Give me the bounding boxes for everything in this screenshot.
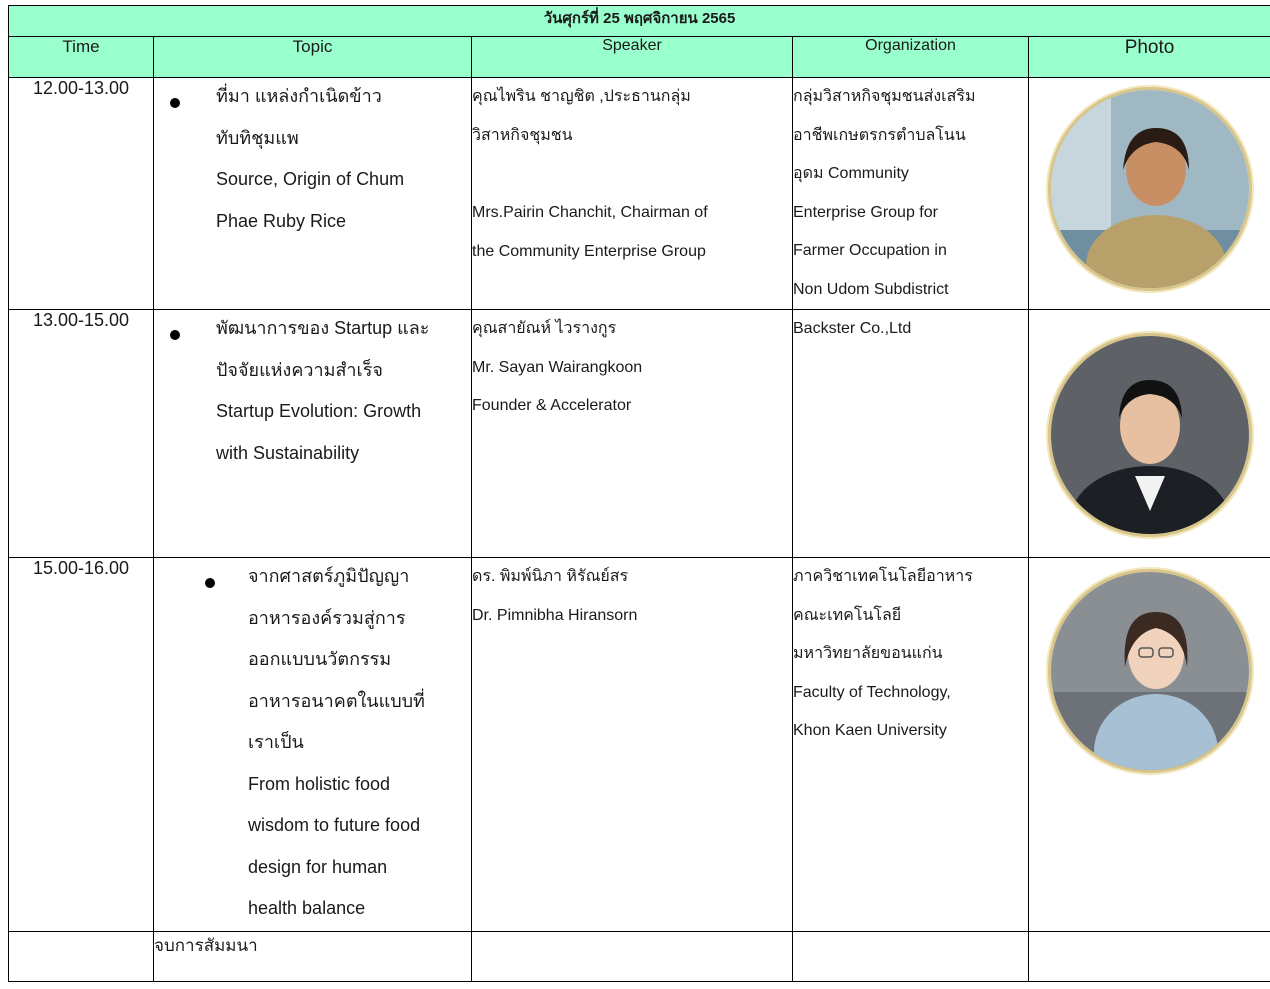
topic-line: health balance (248, 898, 366, 918)
session-row (9, 78, 1270, 310)
topic-line: design for human (248, 856, 388, 877)
topic-line: พัฒนาการของ Startup และ (216, 318, 430, 338)
speaker-portrait-image (1051, 572, 1249, 770)
org-line: คณะเทคโนโลยี (793, 606, 902, 624)
session-time: 13.00-15.00 (9, 310, 154, 558)
bullet-icon (170, 98, 180, 108)
session-photo (1029, 310, 1270, 558)
org-line: Faculty of Technology, (793, 683, 951, 701)
speaker-line: คุณไพริน ชาญชิต ,ประธานกลุ่ม (472, 88, 691, 105)
speaker-line: Founder & Accelerator (472, 397, 632, 414)
speaker-line: วิสาหกิจชุมชน (472, 126, 573, 144)
speaker-portrait-image (1051, 90, 1249, 288)
closing-time-empty (9, 932, 154, 982)
speaker-line: Mrs.Pairin Chanchit, Chairman of (472, 204, 708, 221)
speaker-portrait-image (1051, 336, 1249, 534)
session-organization (793, 310, 1029, 558)
portrait-graphic (1051, 572, 1249, 770)
org-line: อุดม Community (793, 165, 909, 182)
topic-line: with Sustainability (216, 442, 360, 463)
session-speaker (472, 310, 793, 558)
header-photo: Photo (1029, 37, 1270, 78)
closing-photo-empty (1029, 932, 1270, 982)
speaker-line: Mr. Sayan Wairangkoon (472, 358, 643, 376)
org-line: กลุ่มวิสาหกิจชุมชนส่งเสริม (793, 88, 976, 105)
portrait-graphic (1051, 336, 1249, 534)
header-row (9, 37, 1270, 78)
closing-org-empty (793, 932, 1029, 982)
topic-line: ปัจจัยแห่งความสำเร็จ (216, 359, 383, 380)
portrait-graphic (1051, 90, 1249, 288)
session-speaker (472, 78, 793, 310)
session-time: 12.00-13.00 (9, 78, 154, 310)
session-photo (1029, 78, 1270, 310)
session-row (9, 558, 1270, 932)
topic-line: ออกแบบนวัตกรรม (248, 649, 392, 669)
speaker-line: คุณสายัณห์ ไวรางกูร (472, 320, 617, 337)
session-organization (793, 558, 1029, 932)
org-line: Non Udom Subdistrict (793, 280, 949, 298)
org-line: มหาวิทยาลัยขอนแก่น (793, 645, 943, 662)
topic-line: ที่มา แหล่งกำเนิดข้าว (216, 86, 382, 106)
closing-speaker-empty (472, 932, 793, 982)
session-topic (154, 558, 472, 932)
org-line: Backster Co.,Ltd (793, 320, 912, 337)
session-row (9, 310, 1270, 558)
topic-line: Startup Evolution: Growth (216, 401, 422, 421)
date-title: วันศุกร์ที่ 25 พฤศจิกายน 2565 (9, 6, 1270, 37)
bullet-icon (205, 578, 215, 588)
topic-line: อาหารอนาคตในแบบที่ (248, 690, 425, 711)
session-topic (154, 310, 472, 558)
session-organization (793, 78, 1029, 310)
session-speaker (472, 558, 793, 932)
topic-line: wisdom to future food (248, 815, 421, 835)
topic-line: เราเป็น (248, 732, 304, 752)
org-line: Khon Kaen University (793, 722, 947, 739)
topic-line: From holistic food (248, 773, 391, 794)
topic-line: Source, Origin of Chum (216, 169, 405, 189)
speaker-line: ดร. พิมพ์นิภา หิรัณย์สร (472, 568, 629, 585)
session-topic (154, 78, 472, 310)
org-line: ภาควิชาเทคโนโลยีอาหาร (793, 568, 973, 585)
topic-line: อาหารองค์รวมสู่การ (248, 607, 406, 628)
date-row (9, 6, 1270, 37)
topic-line: ทับทิชุมแพ (216, 127, 299, 148)
closing-text: จบการสัมมนา (154, 932, 472, 982)
header-speaker: Speaker (472, 37, 793, 78)
bullet-icon (170, 330, 180, 340)
speaker-line: Dr. Pimnibha Hiransorn (472, 606, 638, 624)
topic-line: Phae Ruby Rice (216, 210, 347, 231)
topic-line: จากศาสตร์ภูมิปัญญา (248, 566, 410, 586)
session-time: 15.00-16.00 (9, 558, 154, 932)
header-organization: Organization (793, 37, 1029, 78)
speaker-line: the Community Enterprise Group (472, 242, 706, 260)
header-topic: Topic (154, 37, 472, 78)
header-time: Time (9, 37, 154, 78)
org-line: อาชีพเกษตรกรตำบลโนน (793, 126, 966, 144)
speaker-gap (472, 155, 792, 194)
closing-row (9, 932, 1270, 982)
session-photo (1029, 558, 1270, 932)
org-line: Farmer Occupation in (793, 242, 947, 259)
org-line: Enterprise Group for (793, 203, 938, 221)
schedule-table (8, 5, 1270, 982)
